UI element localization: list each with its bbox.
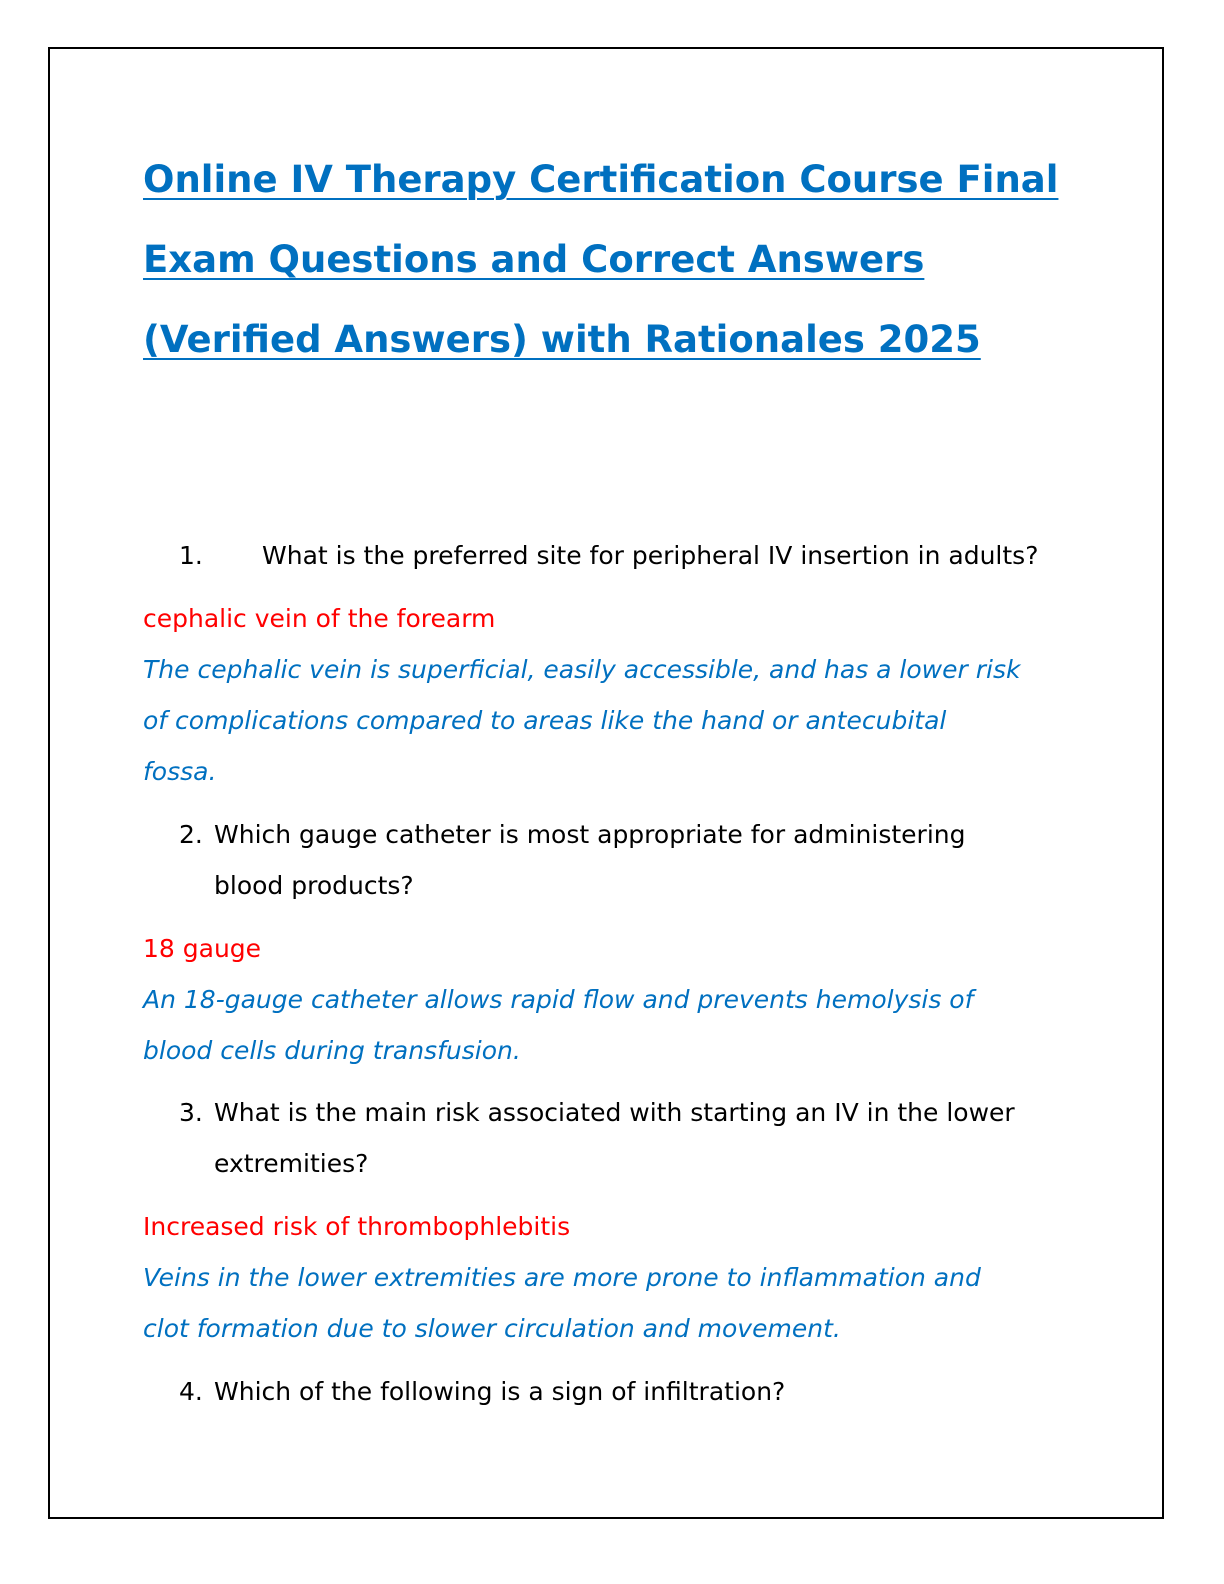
rationale-line: An 18-gauge catheter allows rapid flow and prevents hemolysis of bbox=[143, 985, 974, 1014]
title-line: Exam Questions and Correct Answers bbox=[143, 238, 925, 281]
question-4 bbox=[179, 1366, 1079, 1417]
question-text: What is the preferred site for peripheral IV insertion in adults? bbox=[262, 541, 1039, 570]
question-text: extremities? bbox=[214, 1149, 369, 1178]
answer-2: 18 gauge bbox=[143, 934, 262, 963]
question-text: blood products? bbox=[214, 871, 414, 900]
rationale-line: fossa. bbox=[143, 757, 217, 786]
rationale-line: The cephalic vein is superficial, easily accessible, and has a lower risk bbox=[143, 655, 1021, 684]
question-text: Which of the following is a sign of infiltration? bbox=[214, 1377, 786, 1406]
document-title bbox=[143, 140, 1103, 380]
rationale-line: Veins in the lower extremities are more prone to inflammation and bbox=[143, 1263, 981, 1292]
rationale-2 bbox=[143, 974, 1083, 1076]
rationale-line: blood cells during transfusion. bbox=[143, 1036, 521, 1065]
question-text: Which gauge catheter is most appropriate for administering bbox=[214, 820, 966, 849]
rationale-line: of complications compared to areas like the hand or antecubital bbox=[143, 706, 947, 735]
question-2 bbox=[179, 809, 1079, 911]
rationale-3 bbox=[143, 1252, 1083, 1354]
question-number: 2. bbox=[179, 820, 203, 849]
question-3 bbox=[179, 1087, 1079, 1189]
question-number: 3. bbox=[179, 1098, 203, 1127]
question-number: 4. bbox=[179, 1377, 203, 1406]
question-text: What is the main risk associated with starting an IV in the lower bbox=[214, 1098, 1015, 1127]
rationale-1 bbox=[143, 644, 1083, 797]
answer-1: cephalic vein of the forearm bbox=[143, 604, 496, 633]
answer-3: Increased risk of thrombophlebitis bbox=[143, 1212, 571, 1241]
title-line: (Verified Answers) with Rationales 2025 bbox=[143, 318, 981, 361]
title-line: Online IV Therapy Certification Course Final bbox=[143, 158, 1059, 201]
rationale-line: clot formation due to slower circulation and movement. bbox=[143, 1314, 841, 1343]
question-number: 1. bbox=[179, 541, 203, 570]
question-1 bbox=[179, 530, 1099, 581]
